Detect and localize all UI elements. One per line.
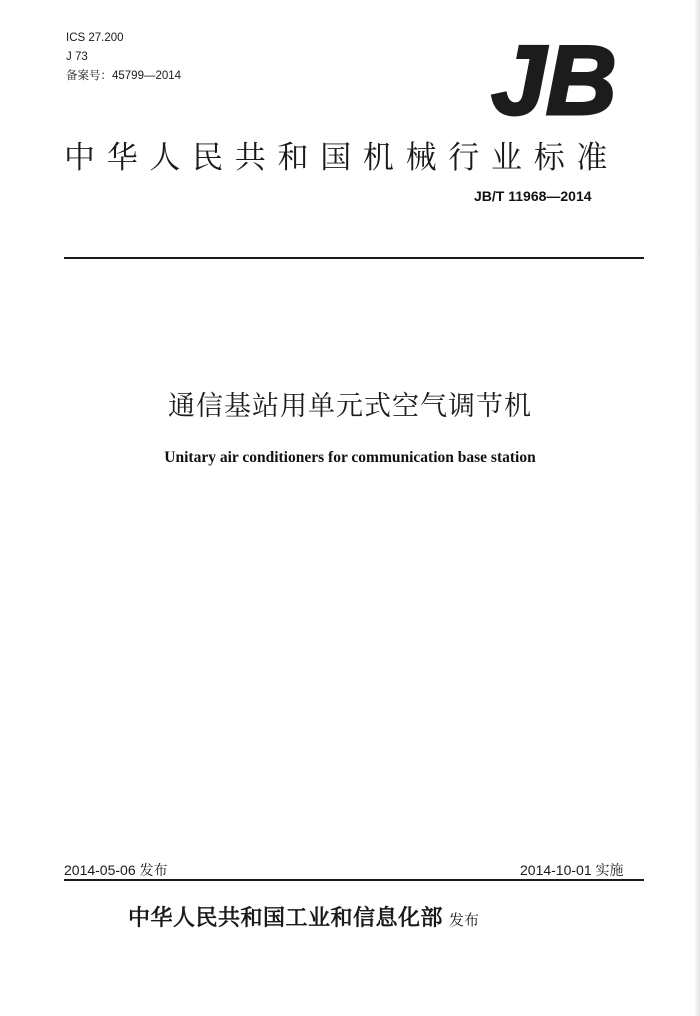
implement-date: 2014-10-01 实施 <box>520 862 624 878</box>
record-label: 备案号： <box>66 70 112 82</box>
issuer-name: 中华人民共和国工业和信息化部 <box>128 906 444 931</box>
record-number-line <box>66 69 181 83</box>
record-number: 45799—2014 <box>112 70 182 82</box>
industry-standard-title: 中华人民共和国机械行业标准 <box>64 140 620 176</box>
jb-logo <box>472 36 622 122</box>
standard-number: JB/T 11968—2014 <box>474 188 592 204</box>
document-title-en: Unitary air conditioners for communication base station <box>164 449 536 466</box>
bottom-divider <box>64 879 644 881</box>
classification-code: J 73 <box>66 51 88 63</box>
document-title-zh: 通信基站用单元式空气调节机 <box>168 391 532 422</box>
publish-date: 2014-05-06 发布 <box>64 862 168 878</box>
ics-code: ICS 27.200 <box>66 32 124 44</box>
issuer-verb: 发布 <box>449 911 480 929</box>
top-divider <box>64 257 644 259</box>
issuer-line <box>128 901 479 932</box>
jb-logo-text: JB <box>491 36 617 122</box>
page-edge-shadow <box>694 0 700 1016</box>
